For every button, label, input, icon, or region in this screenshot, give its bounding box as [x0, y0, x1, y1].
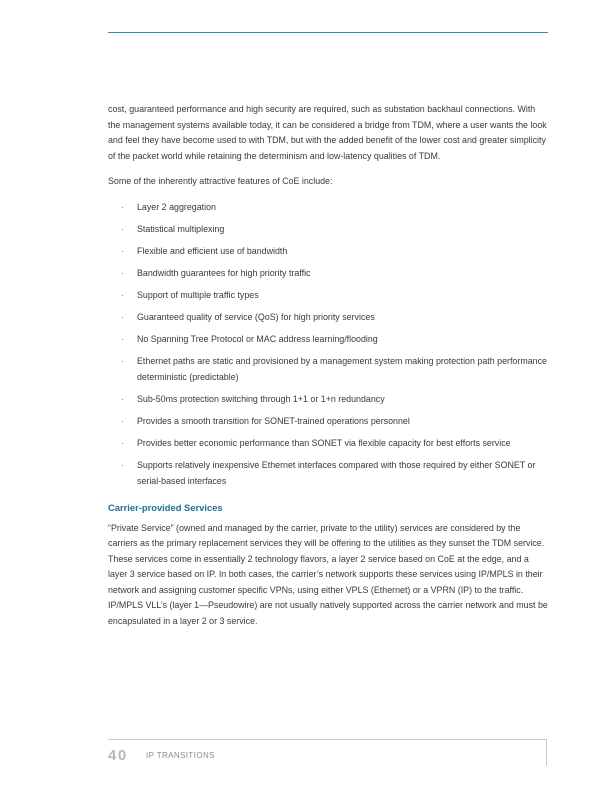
feature-text: Supports relatively inexpensive Ethernet interfaces compared with those required by either SONET or serial-based interfaces: [137, 460, 536, 486]
feature-text: Ethernet paths are static and provisioned by a management system making protection path performance deterministic (predictable): [137, 356, 547, 382]
bullet-icon: ·: [121, 393, 124, 404]
feature-text: Layer 2 aggregation: [137, 201, 216, 212]
page-footer: [108, 739, 547, 766]
feature-item: [108, 332, 548, 348]
features-intro: Some of the inherently attractive features of CoE include:: [108, 176, 333, 186]
feature-text: Support of multiple traffic types: [137, 289, 259, 300]
feature-text: Provides a smooth transition for SONET-trained operations personnel: [137, 415, 410, 426]
feature-item: [108, 414, 548, 430]
feature-item: [108, 222, 548, 238]
intro-paragraph: cost, guaranteed performance and high security are required, such as substation backhaul connections. With the management systems available today, it can be considered a bridge from TDM, where a user wants the look and feel they have become used to with TDM, but with the added benefit of the lower cost and greater simplicity of the packet world while retaining the determinism and low-latency qualities of TDM.: [108, 104, 547, 161]
feature-text: Bandwidth guarantees for high priority traffic: [137, 267, 311, 278]
bullet-icon: ·: [121, 201, 124, 212]
page-body: [108, 102, 548, 639]
bullet-icon: ·: [121, 289, 124, 300]
feature-item: [108, 354, 548, 385]
section-paragraph: “Private Service” (owned and managed by the carrier, private to the utility) services are considered by the carriers as the primary replacement services they will be offering to the utilities as they sunset the TDM service. These services come in essentially 2 technology flavors, a layer 2 service based on CoE at the edge, and a layer 3 service based on IP. In both cases, the carrier’s network supports these services using IP/MPLS in their network and assigning customer specific VPNs, using either VPLS (Ethernet) or a VPRN (IP) to the traffic. IP/MPLS VLL’s (layer 1—Pseudowire) are not usually natively supported across the carrier network and must be encapsulated in a layer 2 or 3 service.: [108, 522, 548, 626]
bullet-icon: ·: [121, 356, 124, 367]
bullet-icon: ·: [121, 334, 124, 345]
feature-text: Statistical multiplexing: [137, 223, 225, 234]
running-title: IP TRANSITIONS: [146, 751, 215, 760]
feature-text: Sub-50ms protection switching through 1+1 or 1+n redundancy: [137, 393, 385, 404]
bullet-icon: ·: [121, 245, 124, 256]
bullet-icon: ·: [121, 223, 124, 234]
feature-item: [108, 244, 548, 260]
feature-text: Provides better economic performance than SONET via flexible capacity for best efforts service: [137, 437, 511, 448]
feature-list: [108, 200, 548, 490]
feature-item: [108, 310, 548, 326]
feature-item: [108, 288, 548, 304]
page-number: 40: [108, 747, 128, 764]
feature-item: [108, 266, 548, 282]
feature-item: [108, 200, 548, 216]
feature-text: Guaranteed quality of service (QoS) for high priority services: [137, 311, 375, 322]
bullet-icon: ·: [121, 267, 124, 278]
feature-text: No Spanning Tree Protocol or MAC address learning/flooding: [137, 334, 378, 345]
feature-text: Flexible and efficient use of bandwidth: [137, 245, 288, 256]
header-rule: [108, 32, 548, 33]
feature-item: [108, 392, 548, 408]
feature-item: [108, 458, 548, 489]
bullet-icon: ·: [121, 415, 124, 426]
bullet-icon: ·: [121, 437, 124, 448]
bullet-icon: ·: [121, 460, 124, 471]
section-heading: Carrier-provided Services: [108, 502, 223, 514]
feature-item: [108, 436, 548, 452]
bullet-icon: ·: [121, 311, 124, 322]
